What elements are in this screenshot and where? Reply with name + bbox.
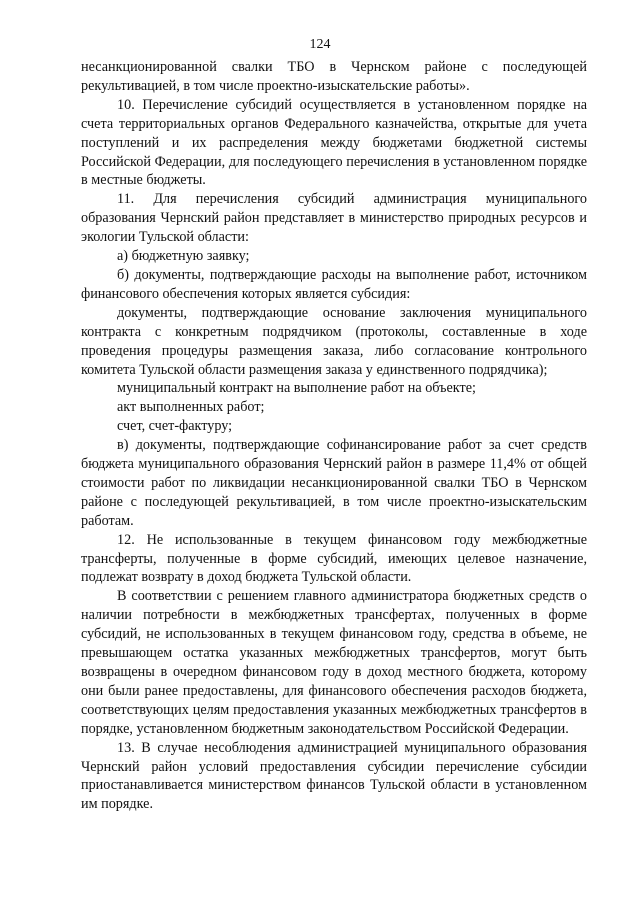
paragraph-continuation: несанкционированной свалки ТБО в Чернском районе с последующей рекультивацией, в том числе проектно-изыскательские работы». [81,59,587,94]
paragraph-clause-13: 13. В случае несоблюдения администрацией муниципального образования Чернский район условий предоставления субсидии перечисление субсидии приостанавливается министерством финансов Тульской области в установленном им порядке. [81,739,587,813]
paragraph-return-decision: В соответствии с решением главного администратора бюджетных средств о наличии потребности в межбюджетных трансфертах, полученных в форме субсидий, не использованных в текущем финансовом году, средства в объеме, не превышающем остатка указанных межбюджетных трансфертов, могут быть возвращены в очередном финансовом году в доход местного бюджета, которому они были ранее предоставлены, для финансового обеспечения расходов бюджета, соответствующих целям предоставления указанных межбюджетных трансфертов в порядке, установленном бюджетным законодательством Российской Федерации. [81,588,587,737]
document-body [81,58,587,814]
page-number: 124 [309,37,331,52]
paragraph-clause-11: 11. Для перечисления субсидий администрация муниципального образования Чернский район представляет в министерство природных ресурсов и экологии Тульской области: [81,191,587,246]
list-item-municipal-contract: муниципальный контракт на выполнение работ на объекте; [117,380,476,397]
paragraph-clause-12: 12. Не использованные в текущем финансовом году межбюджетные трансферты, полученные в форме субсидий, имеющих целевое назначение, подлежат возврату в доход бюджета Тульской области. [81,531,587,586]
list-item-work-act: акт выполненных работ; [117,399,265,416]
paragraph-contract-documents: документы, подтверждающие основание заключения муниципального контракта с конкретным подрядчиком (протоколы, составленные в ходе проведения процедуры размещения заказа, либо согласование контрольного комитета Тульской области размещения заказа у единственного подрядчика); [81,304,587,378]
list-item-v: в) документы, подтверждающие софинансирование работ за счет средств бюджета муниципального образования Чернский район в размере 11,4% от общей стоимости работ по ликвидации несанкционированной свалки ТБО в Чернском районе с последующей рекультивацией, в том числе проектно-изыскательским работам. [81,437,587,529]
list-item-invoice: счет, счет-фактуру; [117,418,233,435]
list-item-b: б) документы, подтверждающие расходы на выполнение работ, источником финансового обеспечения которых является субсидия: [81,266,587,302]
list-item-a: а) бюджетную заявку; [117,248,250,265]
paragraph-clause-10: 10. Перечисление субсидий осуществляется в установленном порядке на счета территориальных органов Федерального казначейства, открытые для учета поступлений и их распределения между бюджетами бюджетной системы Российской Федерации, для последующего перечисления в установленном порядке в местные бюджеты. [81,96,587,189]
